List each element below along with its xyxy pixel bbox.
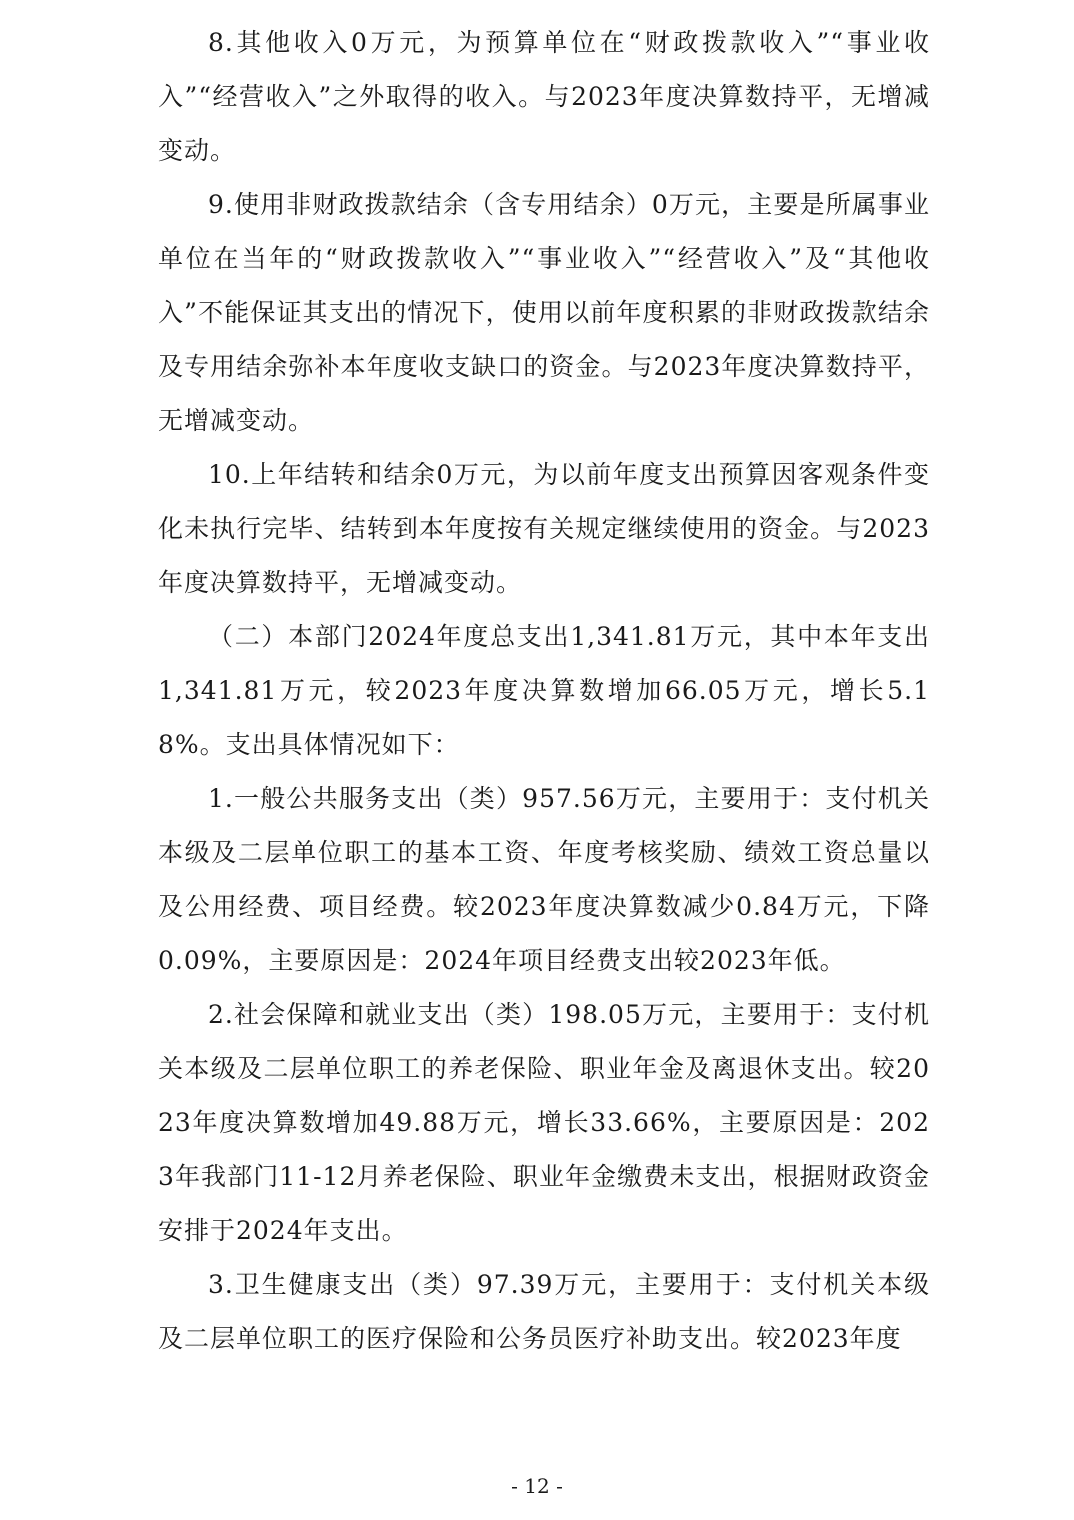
document-body xyxy=(158,16,930,1366)
paragraph-other-income: 8.其他收入0万元，为预算单位在“财政拨款收入”“事业收入”“经营收入”之外取得的收入。与2023年度决算数持平，无增减变动。 xyxy=(158,28,930,165)
paragraph-total-expenditure: （二）本部门2024年度总支出1,341.81万元，其中本年支出1,341.81万元，较2023年度决算数增加66.05万元，增长5.18%。支出具体情况如下： xyxy=(158,622,930,759)
paragraph-social-security: 2.社会保障和就业支出（类）198.05万元，主要用于：支付机关本级及二层单位职工的养老保险、职业年金及离退休支出。较2023年度决算数增加49.88万元，增长33.66%，主要原因是：2023年我部门11-12月养老保险、职业年金缴费未支出，根据财政资金安排于2024年支出。 xyxy=(158,1000,930,1245)
paragraph-prior-year-carryover: 10.上年结转和结余0万元，为以前年度支出预算因客观条件变化未执行完毕、结转到本年度按有关规定继续使用的资金。与2023年度决算数持平，无增减变动。 xyxy=(158,460,930,597)
paragraph-non-fiscal-surplus: 9.使用非财政拨款结余（含专用结余）0万元，主要是所属事业单位在当年的“财政拨款收入”“事业收入”“经营收入”及“其他收入”不能保证其支出的情况下，使用以前年度积累的非财政拨款结余及专用结余弥补本年度收支缺口的资金。与2023年度决算数持平，无增减变动。 xyxy=(158,190,930,435)
paragraph-general-public-services: 1.一般公共服务支出（类）957.56万元，主要用于：支付机关本级及二层单位职工的基本工资、年度考核奖励、绩效工资总量以及公用经费、项目经费。较2023年度决算数减少0.84万元，下降0.09%，主要原因是：2024年项目经费支出较2023年低。 xyxy=(158,784,930,975)
paragraph-health: 3.卫生健康支出（类）97.39万元，主要用于：支付机关本级及二层单位职工的医疗保险和公务员医疗补助支出。较2023年度 xyxy=(158,1270,930,1353)
page-number: - 12 - xyxy=(511,1474,563,1498)
